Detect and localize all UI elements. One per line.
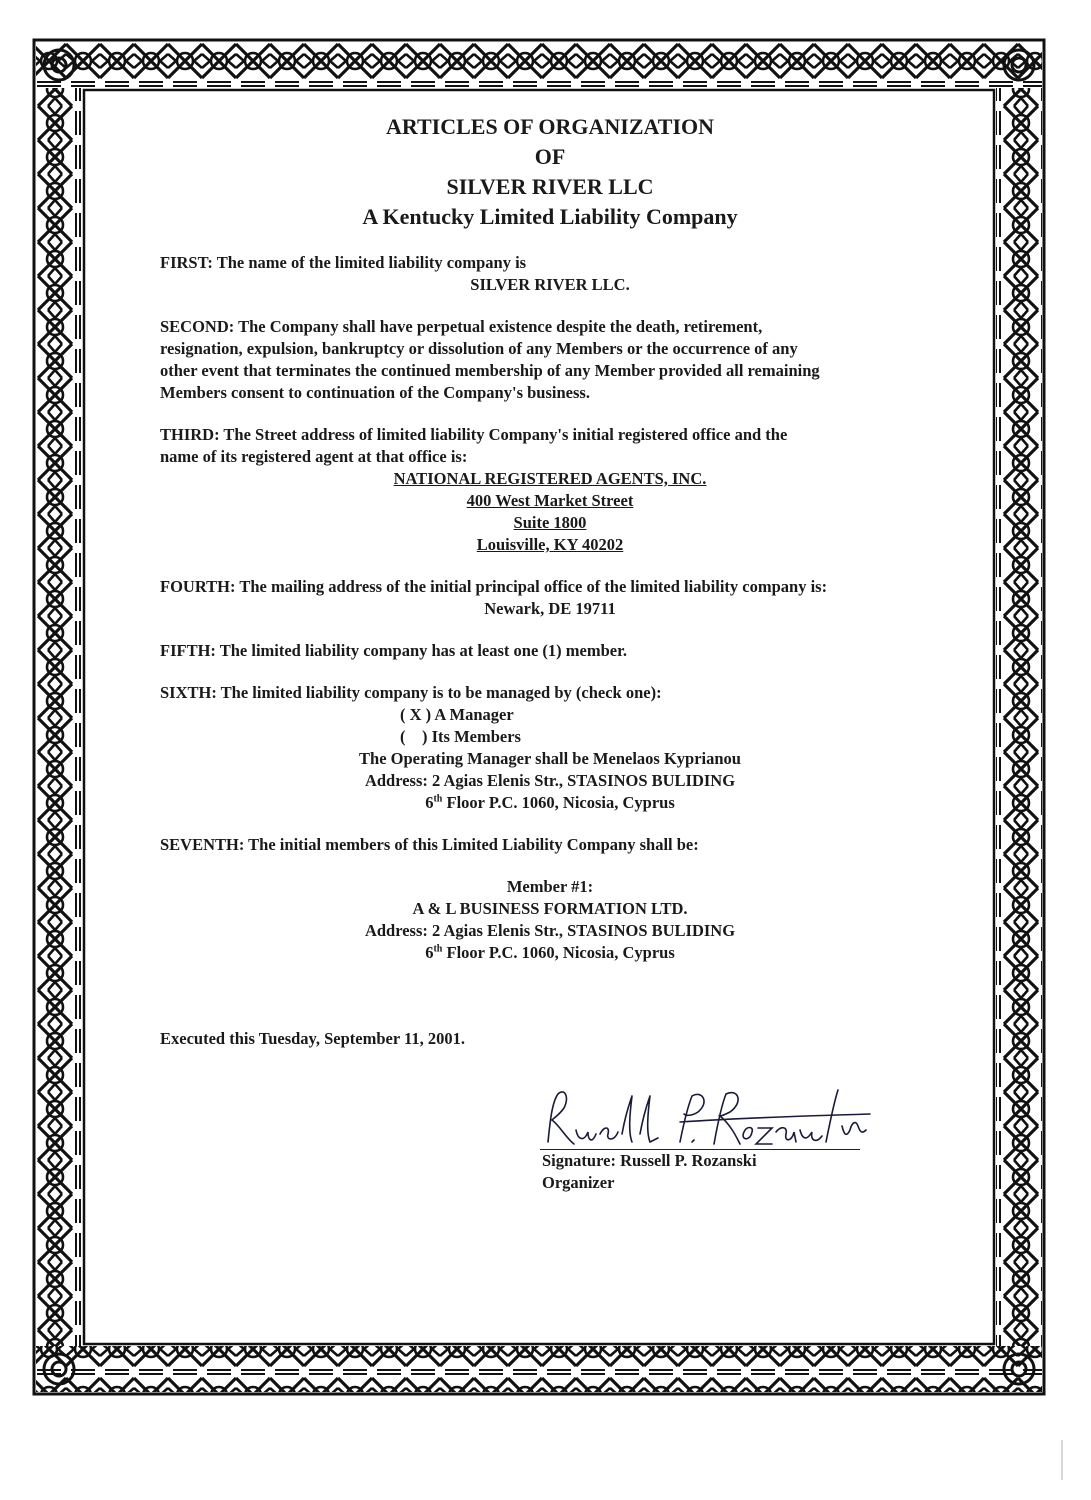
member-floor-suffix: th bbox=[433, 943, 443, 955]
title-line-4: A Kentucky Limited Liability Company bbox=[362, 204, 738, 229]
article-second bbox=[160, 316, 960, 404]
signature-caption bbox=[542, 1150, 757, 1194]
member-floor-rest: Floor P.C. 1060, Nicosia, Cyprus bbox=[442, 943, 675, 962]
sixth-text: SIXTH: The limited liability company is to be managed by (check one): bbox=[160, 683, 662, 702]
mailing-address: Newark, DE 19711 bbox=[484, 599, 616, 618]
floor-number: 6 bbox=[425, 793, 434, 812]
title-line-2: OF bbox=[534, 144, 566, 169]
page-edge-shadow bbox=[1061, 1440, 1063, 1480]
article-fifth bbox=[160, 640, 960, 662]
document-body bbox=[160, 112, 960, 1050]
title-line-3: SILVER RIVER LLC bbox=[446, 174, 654, 199]
member-address-line-2 bbox=[160, 942, 940, 964]
fifth-text: FIFTH: The limited liability company has at least one (1) member. bbox=[160, 641, 628, 660]
fourth-text: FOURTH: The mailing address of the initial principal office of the limited liability company is: bbox=[160, 577, 828, 596]
manager-address-line-2 bbox=[160, 792, 940, 814]
first-text: FIRST: The name of the limited liability company is bbox=[160, 253, 527, 272]
signature-block bbox=[540, 1082, 880, 1192]
second-line-4: Members consent to continuation of the Company's business. bbox=[160, 383, 590, 402]
signature-role: Organizer bbox=[542, 1173, 615, 1192]
execution-date: Executed this Tuesday, September 11, 2001. bbox=[160, 1029, 465, 1048]
floor-rest: Floor P.C. 1060, Nicosia, Cyprus bbox=[442, 793, 675, 812]
signature-label: Signature: Russell P. Rozanski bbox=[542, 1151, 757, 1170]
member-address-line-1: Address: 2 Agias Elenis Str., STASINOS BULIDING bbox=[364, 921, 736, 940]
registered-agent-name: NATIONAL REGISTERED AGENTS, INC. bbox=[393, 469, 707, 488]
article-seventh bbox=[160, 834, 960, 964]
third-line-1: THIRD: The Street address of limited liability Company's initial registered office and the bbox=[160, 425, 788, 444]
registered-agent-city: Louisville, KY 40202 bbox=[476, 535, 624, 554]
second-line-1: SECOND: The Company shall have perpetual existence despite the death, retirement, bbox=[160, 317, 763, 336]
registered-agent-suite: Suite 1800 bbox=[513, 513, 587, 532]
document-title bbox=[160, 112, 940, 232]
option-members: ( ) Its Members bbox=[400, 727, 521, 746]
second-line-2: resignation, expulsion, bankruptcy or dissolution of any Members or the occurrence of any bbox=[160, 339, 798, 358]
member-label: Member #1: bbox=[506, 877, 594, 896]
seventh-text: SEVENTH: The initial members of this Limited Liability Company shall be: bbox=[160, 835, 699, 854]
company-name: SILVER RIVER LLC. bbox=[470, 275, 630, 294]
article-third bbox=[160, 424, 960, 556]
option-manager: ( X ) A Manager bbox=[400, 705, 514, 724]
floor-suffix: th bbox=[433, 793, 443, 805]
operating-manager: The Operating Manager shall be Menelaos Kyprianou bbox=[359, 749, 741, 768]
second-line-3: other event that terminates the continued membership of any Member provided all remaining bbox=[160, 361, 820, 380]
manager-address-line-1: Address: 2 Agias Elenis Str., STASINOS BULIDING bbox=[364, 771, 736, 790]
registered-agent-street: 400 West Market Street bbox=[466, 491, 634, 510]
third-line-2: name of its registered agent at that office is: bbox=[160, 447, 468, 466]
article-fourth bbox=[160, 576, 960, 620]
title-line-1: ARTICLES OF ORGANIZATION bbox=[385, 114, 715, 139]
member-floor-number: 6 bbox=[425, 943, 434, 962]
article-first bbox=[160, 252, 960, 296]
handwritten-signature bbox=[540, 1082, 880, 1152]
article-sixth bbox=[160, 682, 960, 814]
member-name: A & L BUSINESS FORMATION LTD. bbox=[412, 899, 688, 918]
